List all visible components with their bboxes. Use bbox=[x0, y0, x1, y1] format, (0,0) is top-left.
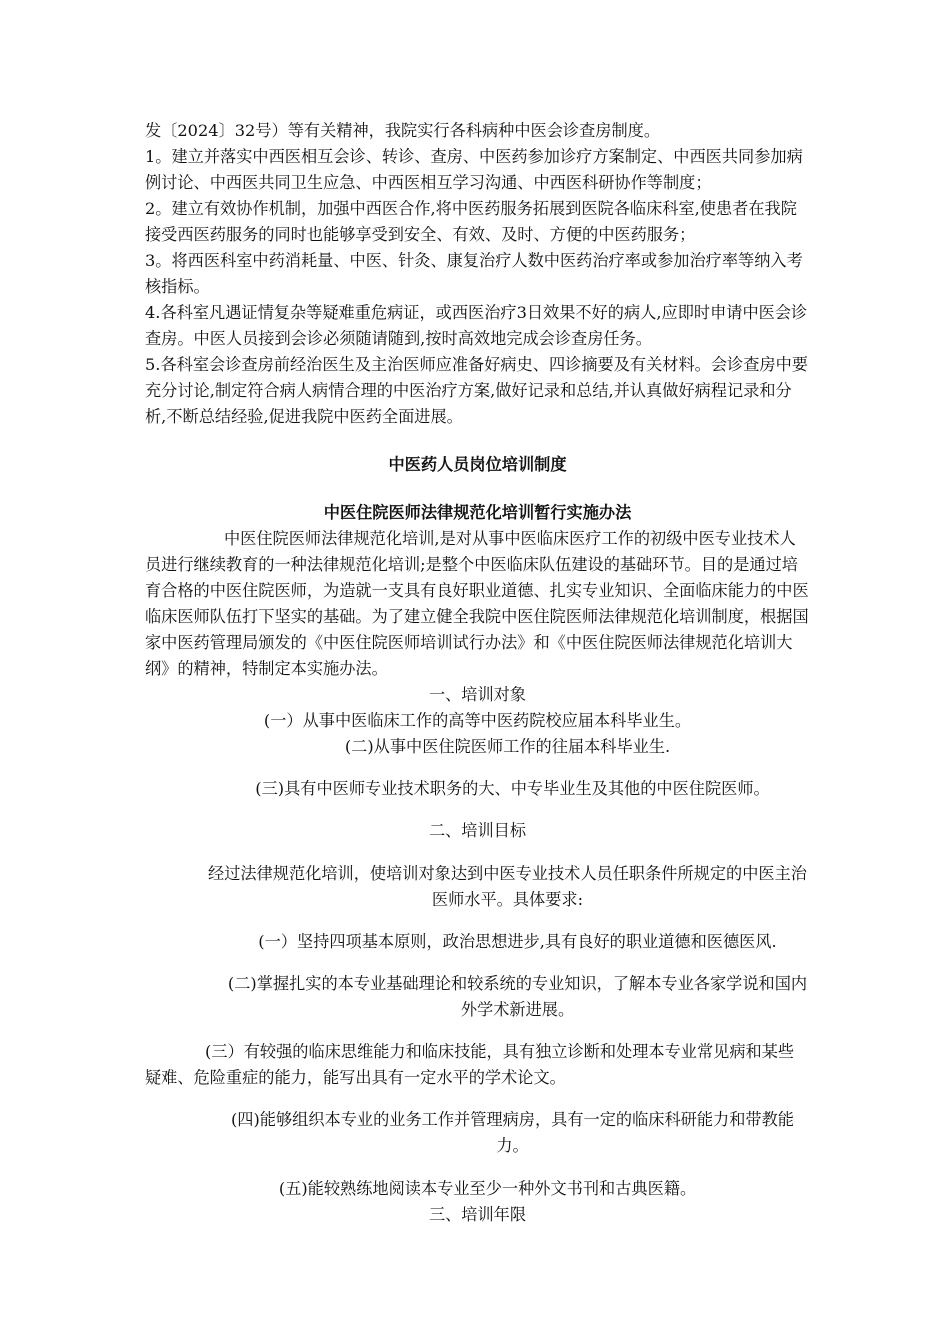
list-item: (一）坚持四项基本原则，政治思想进步,具有良好的职业道德和医德医风. bbox=[258, 931, 777, 951]
section-subtitle: 中医住院医师法律规范化培训暂行实施办法 bbox=[323, 503, 632, 522]
body-paragraph: 中医住院医师法律规范化培训,是对从事中医临床医疗工作的初级中医专业技术人员进行继续教育的一种法律规范化培训;是整个中医临床队伍建设的基础环节。目的是通过培育合格的中医住院医师，为造就一支具有良好职业道德、扎实专业知识、全面临床能力的中医临床医师队伍打下坚实的基础。为了建立健全我院中医住院医师法律规范化培训制度，根据国家中医药管理局颁发的《中医住院医师培训试行办法》和《中医住院医师法律规范化培训大纲》的精神，特制定本实施办法。 bbox=[145, 529, 809, 678]
section-heading: 三、培训年限 bbox=[428, 1204, 527, 1224]
list-item: (三）有较强的临床思维能力和临床技能，具有独立诊断和处理本专业常见病和某些疑难、危险重症的能力，能写出具有一定水平的学术论文。 bbox=[145, 1042, 795, 1088]
list-item: (二)从事中医住院医师工作的往届本科毕业生. bbox=[344, 737, 671, 756]
section-heading: 二、培训目标 bbox=[428, 821, 527, 841]
list-item: 2。建立有效协作机制，加强中西医合作,将中医药服务拓展到医院各临床科室,使患者在我院接受西医药服务的同时也能够享受到安全、有效、及时、方便的中医药服务； bbox=[145, 199, 797, 244]
list-item: 4.各科室凡遇证情复杂等疑难重危病证，或西医治疗3日效果不好的病人,应即时申请中医会诊查房。中医人员接到会诊必须随请随到,按时高效地完成会诊查房任务。 bbox=[145, 303, 808, 348]
document-body bbox=[145, 118, 810, 1228]
list-item: (五)能较熟练地阅读本专业至少一种外文书刊和古典医籍。 bbox=[278, 1178, 697, 1198]
list-item: (四)能够组织本专业的业务工作并管理病房，具有一定的临床科研能力和带教能力。 bbox=[230, 1110, 794, 1156]
list-item: (三)具有中医师专业技术职务的大、中专毕业生及其他的中医住院医师。 bbox=[255, 779, 770, 799]
list-item: (二)掌握扎实的本专业基础理论和较系统的专业知识，了解本专业各家学说和国内外学术新进展。 bbox=[227, 973, 808, 1019]
section-intro: 经过法律规范化培训，使培训对象达到中医专业技术人员任职条件所规定的中医主治医师水平。具体要求: bbox=[208, 863, 807, 909]
intro-tail: 发〔2024〕32号）等有关精神，我院实行各科病种中医会诊查房制度。 bbox=[145, 121, 661, 140]
list-item: 3。将西医科室中药消耗量、中医、针灸、康复治疗人数中医药治疗率或参加治疗率等纳入考核指标。 bbox=[145, 251, 803, 296]
list-item: 5.各科室会诊查房前经治医生及主治医师应准备好病史、四诊摘要及有关材料。会诊查房中要充分讨论,制定符合病人病情合理的中医治疗方案,做好记录和总结,并认真做好病程记录和分析,不断总结经验,促进我院中医药全面进展。 bbox=[145, 355, 808, 426]
section-heading: 一、培训对象 bbox=[428, 685, 527, 704]
list-item: 1。建立并落实中西医相互会诊、转诊、查房、中医药参加诊疗方案制定、中西医共同参加病例讨论、中西医共同卫生应急、中西医相互学习沟通、中西医科研协作等制度； bbox=[145, 147, 803, 192]
list-item: (一）从事中医临床工作的高等中医药院校应届本科毕业生。 bbox=[263, 711, 692, 730]
section-title: 中医药人员岗位培训制度 bbox=[388, 455, 567, 474]
